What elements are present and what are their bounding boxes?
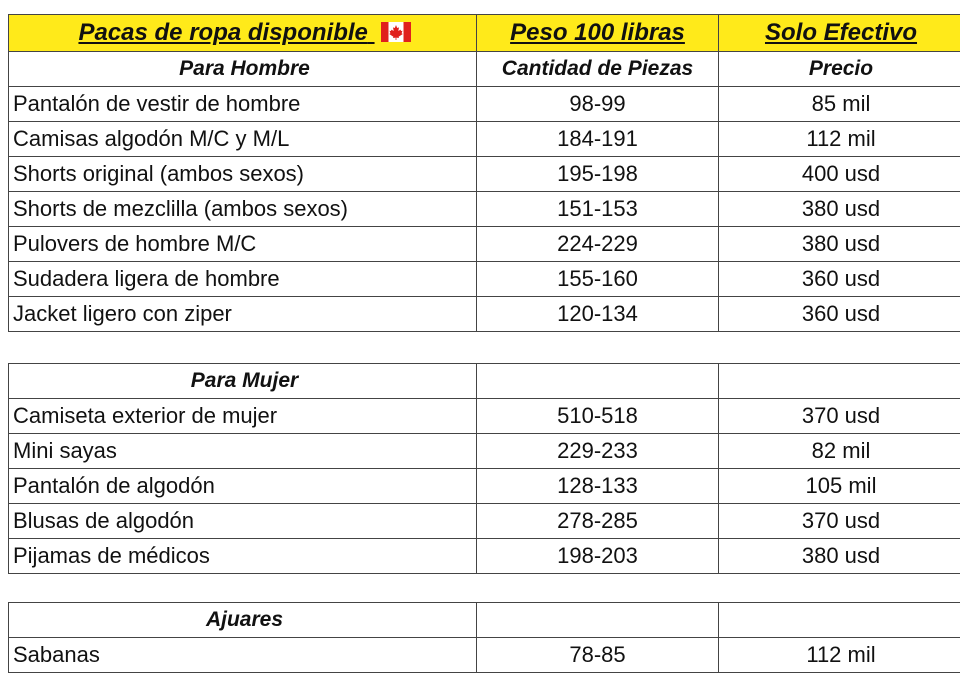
- header-row: [9, 15, 960, 52]
- price-column-header: Precio: [719, 52, 960, 87]
- item-name: Sudadera ligera de hombre: [9, 262, 477, 297]
- table-row: [9, 539, 960, 574]
- table-row: [9, 87, 960, 122]
- bedding-section-label: Ajuares: [9, 603, 477, 638]
- item-name: Jacket ligero con ziper: [9, 297, 477, 332]
- item-price: 85 mil: [719, 87, 960, 122]
- item-price: 105 mil: [719, 469, 960, 504]
- item-price: 360 usd: [719, 262, 960, 297]
- item-qty: 151-153: [477, 192, 719, 227]
- table-row: [9, 434, 960, 469]
- item-qty: 195-198: [477, 157, 719, 192]
- item-name: Shorts original (ambos sexos): [9, 157, 477, 192]
- item-qty: 128-133: [477, 469, 719, 504]
- women-subheader-row: [9, 364, 960, 399]
- item-qty: 184-191: [477, 122, 719, 157]
- item-price: 112 mil: [719, 638, 960, 673]
- header-title-cell: [9, 15, 477, 52]
- table-row: [9, 192, 960, 227]
- empty-cell: [719, 364, 960, 399]
- item-price: 380 usd: [719, 539, 960, 574]
- canada-flag-icon: [381, 22, 411, 42]
- item-price: 400 usd: [719, 157, 960, 192]
- qty-column-header: Cantidad de Piezas: [477, 52, 719, 87]
- men-subheader-row: [9, 52, 960, 87]
- item-price: 82 mil: [719, 434, 960, 469]
- table-row: [9, 638, 960, 673]
- empty-cell: [477, 364, 719, 399]
- header-title: Pacas de ropa disponible: [78, 19, 368, 46]
- item-price: 360 usd: [719, 297, 960, 332]
- table-row: [9, 122, 960, 157]
- item-name: Camiseta exterior de mujer: [9, 399, 477, 434]
- table-row: [9, 399, 960, 434]
- header-payment: Solo Efectivo: [719, 15, 960, 52]
- men-table: [8, 14, 960, 332]
- header-weight: Peso 100 libras: [477, 15, 719, 52]
- item-name: Blusas de algodón: [9, 504, 477, 539]
- item-qty: 120-134: [477, 297, 719, 332]
- table-row: [9, 504, 960, 539]
- table-row: [9, 469, 960, 504]
- bedding-table: [8, 602, 960, 673]
- item-name: Camisas algodón M/C y M/L: [9, 122, 477, 157]
- item-name: Pulovers de hombre M/C: [9, 227, 477, 262]
- item-qty: 198-203: [477, 539, 719, 574]
- empty-cell: [477, 603, 719, 638]
- table-row: [9, 227, 960, 262]
- table-row: [9, 297, 960, 332]
- item-price: 380 usd: [719, 227, 960, 262]
- item-name: Pantalón de vestir de hombre: [9, 87, 477, 122]
- item-price: 380 usd: [719, 192, 960, 227]
- item-qty: 510-518: [477, 399, 719, 434]
- item-qty: 155-160: [477, 262, 719, 297]
- item-qty: 98-99: [477, 87, 719, 122]
- empty-cell: [719, 603, 960, 638]
- item-qty: 278-285: [477, 504, 719, 539]
- item-name: Sabanas: [9, 638, 477, 673]
- item-name: Mini sayas: [9, 434, 477, 469]
- item-price: 112 mil: [719, 122, 960, 157]
- table-row: [9, 262, 960, 297]
- item-name: Pantalón de algodón: [9, 469, 477, 504]
- item-qty: 224-229: [477, 227, 719, 262]
- women-table: [8, 363, 960, 574]
- table-row: [9, 157, 960, 192]
- item-price: 370 usd: [719, 504, 960, 539]
- men-section-label: Para Hombre: [9, 52, 477, 87]
- item-qty: 78-85: [477, 638, 719, 673]
- bedding-subheader-row: [9, 603, 960, 638]
- item-price: 370 usd: [719, 399, 960, 434]
- women-section-label: Para Mujer: [9, 364, 477, 399]
- item-name: Pijamas de médicos: [9, 539, 477, 574]
- item-name: Shorts de mezclilla (ambos sexos): [9, 192, 477, 227]
- item-qty: 229-233: [477, 434, 719, 469]
